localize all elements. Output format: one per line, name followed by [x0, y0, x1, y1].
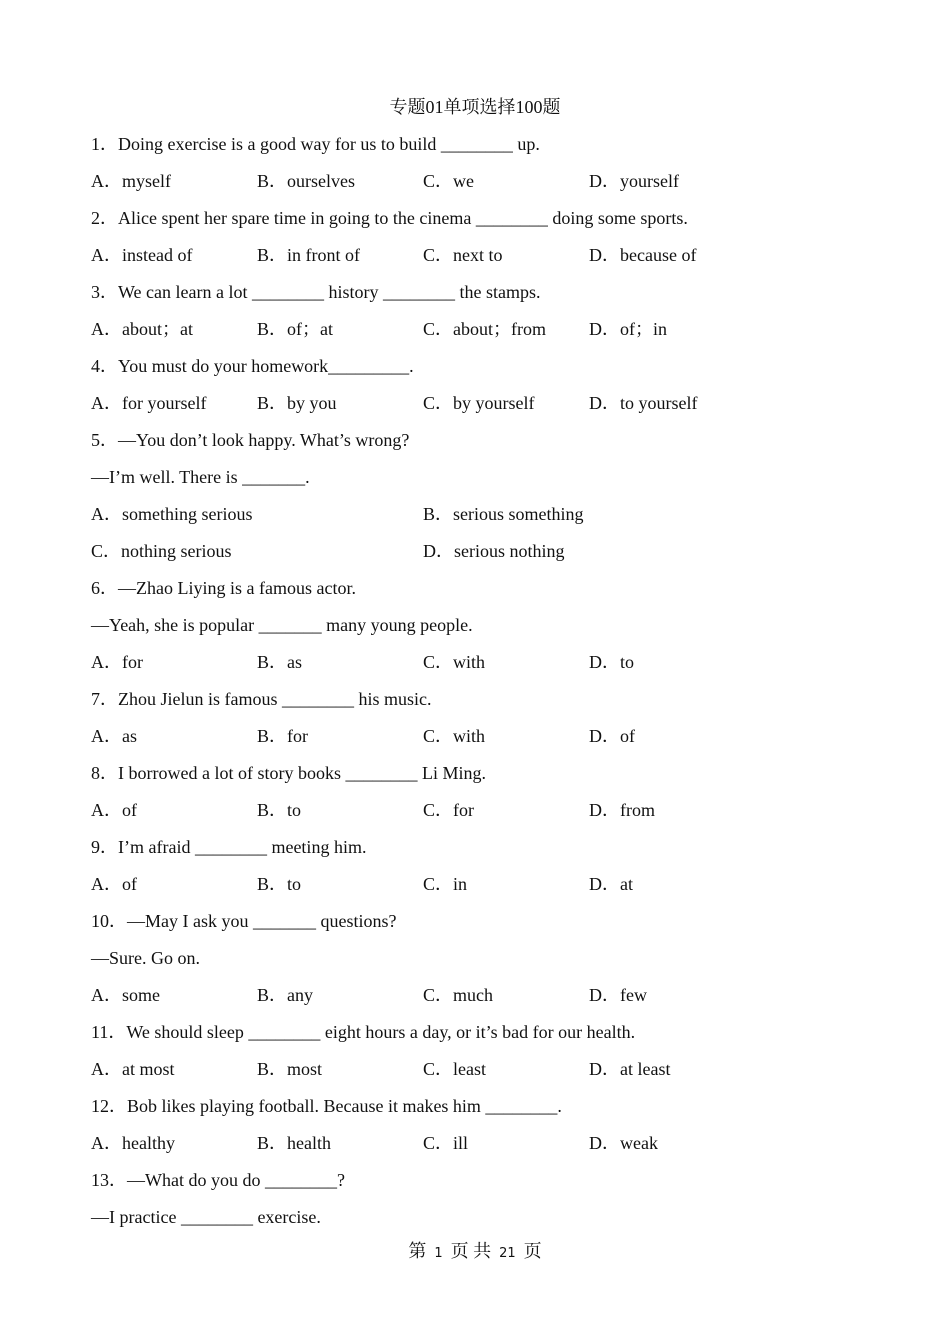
- answer-option: B．by you: [257, 393, 337, 413]
- question-item: [91, 833, 871, 907]
- answer-option: A．of: [91, 800, 137, 820]
- answer-option: C．least: [423, 1059, 486, 1079]
- question-dialogue-line: —I’m well. There is _______.: [91, 467, 310, 487]
- question-dialogue-line: —Yeah, she is popular _______ many young people.: [91, 615, 473, 635]
- question-stem: 6．—Zhao Liying is a famous actor.: [91, 578, 356, 598]
- answer-option: C．we: [423, 171, 474, 191]
- answer-option: C．much: [423, 985, 493, 1005]
- answer-option: B．ourselves: [257, 171, 355, 191]
- question-stem: 2．Alice spent her spare time in going to the cinema ________ doing some sports.: [91, 208, 688, 228]
- question-item: [91, 574, 871, 685]
- footer-prefix: 第: [408, 1241, 427, 1261]
- option-row: [91, 537, 871, 574]
- question-stem: 4．You must do your homework_________.: [91, 356, 414, 376]
- question-stem: 9．I’m afraid ________ meeting him.: [91, 837, 367, 857]
- question-item: [91, 278, 871, 352]
- option-row: [91, 167, 871, 204]
- question-stem: 1．Doing exercise is a good way for us to build ________ up.: [91, 134, 540, 154]
- answer-option: C．nothing serious: [91, 541, 232, 561]
- answer-option: B．for: [257, 726, 308, 746]
- answer-option: A．some: [91, 985, 160, 1005]
- question-item: [91, 685, 871, 759]
- question-list: [91, 130, 871, 1240]
- answer-option: C．next to: [423, 245, 503, 265]
- answer-option: C．for: [423, 800, 474, 820]
- answer-option: C．with: [423, 652, 486, 672]
- answer-option: A．myself: [91, 171, 171, 191]
- answer-option: A．about；at: [91, 319, 193, 339]
- option-row: [91, 1129, 871, 1166]
- answer-option: D．from: [589, 800, 655, 820]
- option-row: [91, 722, 871, 759]
- answer-option: D．to: [589, 652, 634, 672]
- question-dialogue-line: —I practice ________ exercise.: [91, 1207, 321, 1227]
- footer-suffix: 页: [523, 1241, 542, 1261]
- answer-option: C．ill: [423, 1133, 469, 1153]
- question-stem: 8．I borrowed a lot of story books ________ Li Ming.: [91, 763, 486, 783]
- answer-option: B．health: [257, 1133, 331, 1153]
- answer-option: D．of: [589, 726, 635, 746]
- answer-option: C．with: [423, 726, 486, 746]
- answer-option: B．to: [257, 800, 302, 820]
- answer-option: B．most: [257, 1059, 323, 1079]
- answer-option: D．to yourself: [589, 393, 698, 413]
- answer-option: A．healthy: [91, 1133, 175, 1153]
- page-title: 专题01单项选择100题: [389, 97, 561, 117]
- question-item: [91, 1166, 871, 1240]
- footer-middle: 页 共: [450, 1241, 492, 1261]
- question-item: [91, 204, 871, 278]
- current-page-number: 1: [434, 1246, 443, 1261]
- option-row: [91, 981, 871, 1018]
- answer-option: D．serious nothing: [423, 541, 565, 561]
- option-row: [91, 315, 871, 352]
- option-row: [91, 1055, 871, 1092]
- answer-option: A．for yourself: [91, 393, 207, 413]
- answer-option: B．serious something: [423, 504, 584, 524]
- question-dialogue-line: —Sure. Go on.: [91, 948, 200, 968]
- answer-option: D．at least: [589, 1059, 671, 1079]
- question-item: [91, 907, 871, 1018]
- answer-option: D．of；in: [589, 319, 667, 339]
- page-footer: [0, 1238, 950, 1267]
- answer-option: C．in: [423, 874, 468, 894]
- answer-option: B．of；at: [257, 319, 333, 339]
- answer-option: C．about；from: [423, 319, 546, 339]
- answer-option: C．by yourself: [423, 393, 535, 413]
- question-item: [91, 759, 871, 833]
- question-item: [91, 1092, 871, 1166]
- option-row: [91, 796, 871, 833]
- answer-option: A．instead of: [91, 245, 193, 265]
- question-stem: 12．Bob likes playing football. Because it makes him ________.: [91, 1096, 562, 1116]
- question-item: [91, 352, 871, 426]
- option-row: [91, 648, 871, 685]
- answer-option: A．for: [91, 652, 143, 672]
- answer-option: A．something serious: [91, 504, 253, 524]
- answer-option: A．at most: [91, 1059, 175, 1079]
- question-item: [91, 426, 871, 574]
- option-row: [91, 500, 871, 537]
- answer-option: A．of: [91, 874, 137, 894]
- option-row: [91, 241, 871, 278]
- answer-option: A．as: [91, 726, 137, 746]
- answer-option: D．few: [589, 985, 647, 1005]
- total-page-count: 21: [499, 1246, 516, 1261]
- answer-option: D．yourself: [589, 171, 679, 191]
- question-item: [91, 130, 871, 204]
- question-stem: 13．—What do you do ________?: [91, 1170, 345, 1190]
- question-stem: 10．—May I ask you _______ questions?: [91, 911, 397, 931]
- option-row: [91, 870, 871, 907]
- question-stem: 3．We can learn a lot ________ history ________ the stamps.: [91, 282, 541, 302]
- question-stem: 11．We should sleep ________ eight hours a day, or it’s bad for our health.: [91, 1022, 636, 1042]
- answer-option: B．as: [257, 652, 302, 672]
- answer-option: D．at: [589, 874, 633, 894]
- answer-option: B．any: [257, 985, 313, 1005]
- answer-option: B．in front of: [257, 245, 360, 265]
- question-item: [91, 1018, 871, 1092]
- answer-option: D．weak: [589, 1133, 658, 1153]
- question-stem: 7．Zhou Jielun is famous ________ his music.: [91, 689, 432, 709]
- question-stem: 5．—You don’t look happy. What’s wrong?: [91, 430, 410, 450]
- option-row: [91, 389, 871, 426]
- answer-option: B．to: [257, 874, 302, 894]
- answer-option: D．because of: [589, 245, 697, 265]
